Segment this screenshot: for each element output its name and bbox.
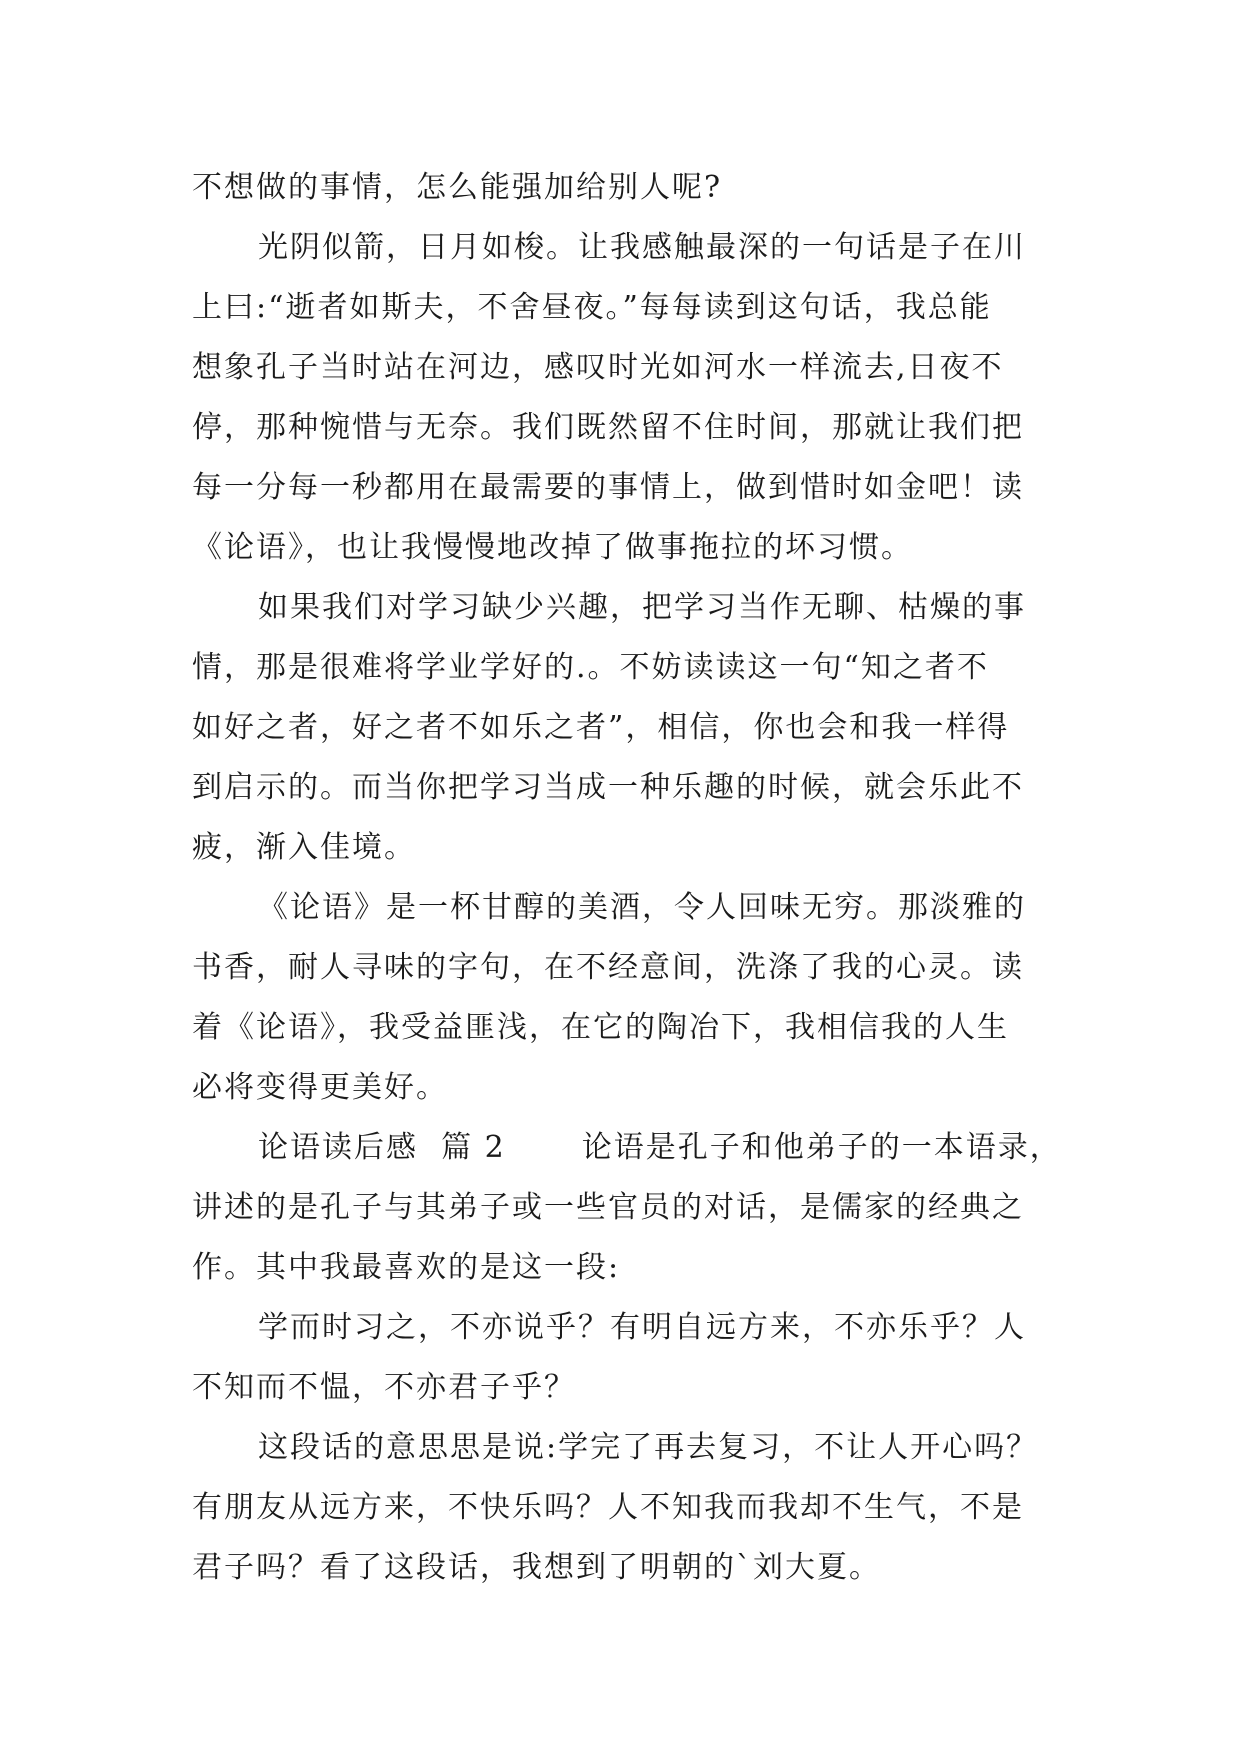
text-line: 学而时习之，不亦说乎？有明自远方来，不亦乐乎？人 xyxy=(258,1310,1026,1345)
text-line: 到启示的。而当你把学习当成一种乐趣的时候，就会乐此不 xyxy=(192,770,1024,805)
text-line: 如果我们对学习缺少兴趣，把学习当作无聊、枯燥的事 xyxy=(258,590,1026,625)
text-line: 情，那是很难将学业学好的.。不妨读读这一句“知之者不 xyxy=(192,650,989,685)
text-line: 光阴似箭，日月如梭。让我感触最深的一句话是子在川 xyxy=(258,230,1026,265)
text-line: 疲，渐入佳境。 xyxy=(192,830,416,865)
paragraph-quote xyxy=(192,1298,1048,1418)
text-line xyxy=(192,1118,1062,1178)
text-line: 讲述的是孔子与其弟子或一些官员的对话，是儒家的经典之 xyxy=(192,1190,1024,1225)
text-line: 上曰:“逝者如斯夫，不舍昼夜。”每每读到这句话，我总能 xyxy=(192,290,992,325)
paragraph-wine xyxy=(192,878,1048,1118)
paragraph-section-2 xyxy=(192,1118,1062,1298)
text-line: 君子吗？看了这段话，我想到了明朝的`刘大夏。 xyxy=(192,1550,881,1585)
text-line: 有朋友从远方来，不快乐吗？人不知我而我却不生气，不是 xyxy=(192,1490,1024,1525)
text-line: 这段话的意思思是说:学完了再去复习，不让人开心吗？ xyxy=(258,1430,1039,1465)
paragraph-interest xyxy=(192,578,1048,878)
text-line: 不想做的事情，怎么能强加给别人呢? xyxy=(192,170,723,205)
text-line: 停，那种惋惜与无奈。我们既然留不住时间，那就让我们把 xyxy=(192,410,1024,445)
paragraph-meaning xyxy=(192,1418,1048,1598)
text-run: 论语是孔子和他弟子的一本语录， xyxy=(581,1130,1062,1165)
text-line: 书香，耐人寻味的字句，在不经意间，洗涤了我的心灵。读 xyxy=(192,950,1024,985)
paragraph-time xyxy=(192,218,1048,578)
text-line: 着《论语》，我受益匪浅，在它的陶冶下，我相信我的人生 xyxy=(192,1010,1009,1045)
text-line: 必将变得更美好。 xyxy=(192,1070,448,1105)
section-heading: 论语读后感 篇 2 xyxy=(258,1130,506,1165)
text-line: 不知而不愠，不亦君子乎？ xyxy=(192,1370,576,1405)
paragraph-continuation xyxy=(192,158,1048,218)
text-line: 每一分每一秒都用在最需要的事情上，做到惜时如金吧！读 xyxy=(192,470,1024,505)
text-line: 作。其中我最喜欢的是这一段: xyxy=(192,1250,621,1285)
text-line: 《论语》是一杯甘醇的美酒，令人回味无穷。那淡雅的 xyxy=(258,890,1026,925)
text-line: 想象孔子当时站在河边，感叹时光如河水一样流去,日夜不 xyxy=(192,350,1004,385)
document-page xyxy=(192,158,1062,1598)
text-line: 《论语》，也让我慢慢地改掉了做事拖拉的坏习惯。 xyxy=(192,530,913,565)
text-line: 如好之者，好之者不如乐之者”，相信，你也会和我一样得 xyxy=(192,710,1010,745)
